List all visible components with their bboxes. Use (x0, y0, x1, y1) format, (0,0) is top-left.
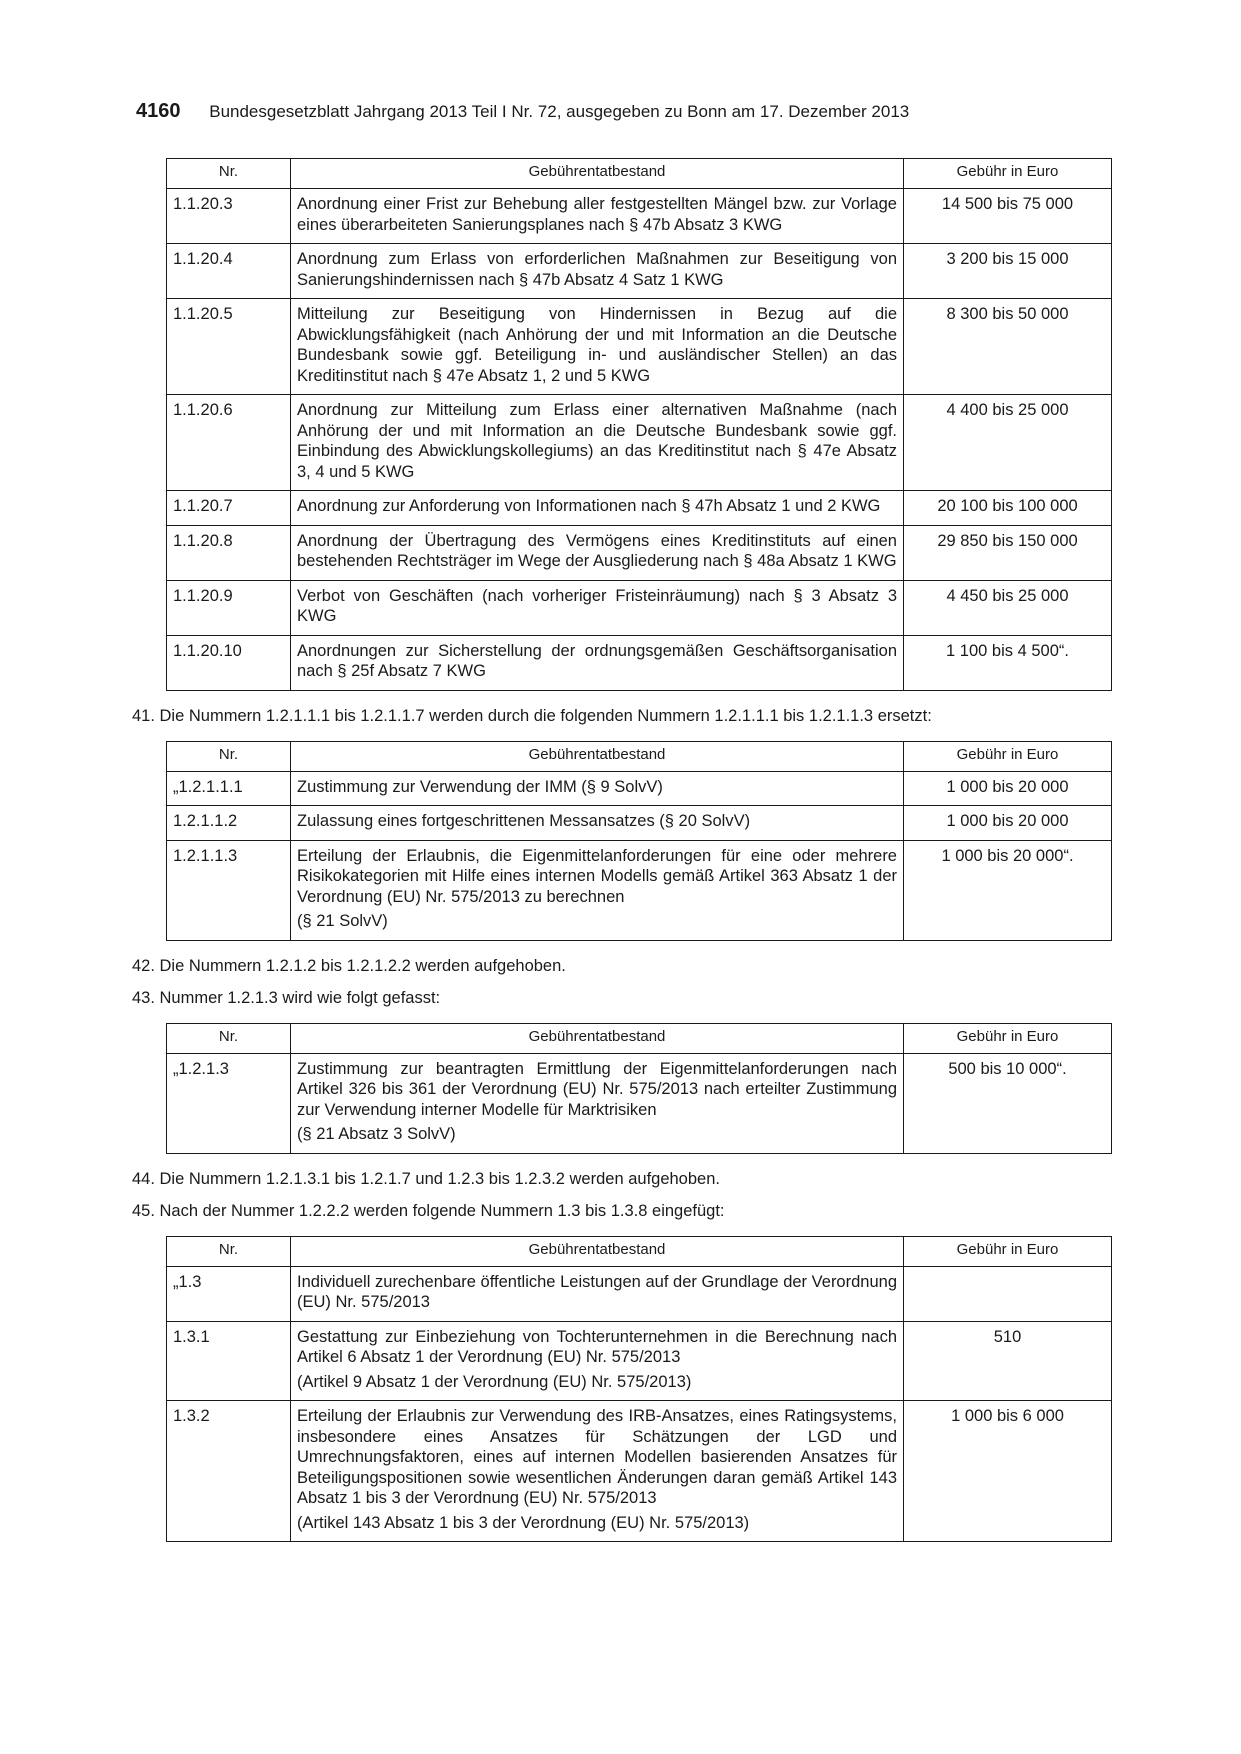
table-row (167, 806, 1112, 841)
fee-number: 1.1.20.5 (167, 299, 291, 395)
fee-number: 1.1.20.3 (167, 189, 291, 244)
page-header (136, 100, 909, 123)
column-header-fee: Gebühr in Euro (904, 741, 1112, 771)
fee-description (291, 1053, 904, 1153)
description-paragraph: Zustimmung zur beantragten Ermittlung der Eigenmittelanforderungen nach Artikel 326 bis 361 der Verordnung (EU) Nr. 575/2013 nach erteilter Zustimmung zur Verwendung interner Modelle für Marktrisiken (297, 1059, 897, 1119)
fee-amount: 14 500 bis 75 000 (904, 189, 1112, 244)
fee-amount: 1 000 bis 20 000“. (904, 840, 1112, 940)
column-header-fee: Gebühr in Euro (904, 1023, 1112, 1053)
fee-description (291, 244, 904, 299)
fee-description (291, 189, 904, 244)
fee-number: 1.1.20.8 (167, 525, 291, 580)
fee-description (291, 806, 904, 841)
table-header-row (167, 1023, 1112, 1053)
description-paragraph: Anordnung zur Mitteilung zum Erlass einer alternativen Maßnahme (nach Anhörung der und mit Information an die Deutsche Bundesbank sowie ggf. Einbindung des Abwicklungskollegiums) an das Kreditinstitut nach § 47e Absatz 3, 4 und 5 KWG (297, 401, 897, 481)
page-number: 4160 (136, 100, 181, 122)
fee-amount: 1 000 bis 20 000 (904, 806, 1112, 841)
fee-number: 1.1.20.6 (167, 395, 291, 491)
fee-table-4 (166, 1236, 1112, 1543)
description-paragraph: Erteilung der Erlaubnis zur Verwendung des IRB-Ansatzes, eines Ratingsystems, insbesondere eines Ansatzes für Schätzungen der LGD und Umrechnungsfaktoren, eines auf internen Modellen basierenden Ansatzes für Beteiligungspositionen sowie wesentlichen Änderungen daran gemäß Artikel 143 Absatz 1 bis 3 der Verordnung (EU) Nr. 575/2013 (297, 1407, 897, 1507)
description-paragraph: Zustimmung zur Verwendung der IMM (§ 9 SolvV) (297, 777, 663, 796)
fee-description (291, 299, 904, 395)
table-row (167, 491, 1112, 526)
column-header-description: Gebührentatbestand (291, 741, 904, 771)
fee-number: 1.1.20.4 (167, 244, 291, 299)
table-row (167, 580, 1112, 635)
fee-description (291, 580, 904, 635)
fee-description (291, 1321, 904, 1401)
table-row (167, 244, 1112, 299)
column-header-description: Gebührentatbestand (291, 1236, 904, 1266)
fee-number: 1.1.20.9 (167, 580, 291, 635)
description-paragraph: Zulassung eines fortgeschrittenen Messansatzes (§ 20 SolvV) (297, 812, 751, 830)
amendment-41: 41. Die Nummern 1.2.1.1.1 bis 1.2.1.1.7 werden durch die folgenden Nummern 1.2.1.1.1 bis 1.2.1.1.3 ersetzt: (132, 706, 932, 725)
column-header-description: Gebührentatbestand (291, 159, 904, 189)
fee-amount: 8 300 bis 50 000 (904, 299, 1112, 395)
fee-amount: 510 (904, 1321, 1112, 1401)
fee-description (291, 771, 904, 806)
page-content (132, 158, 1112, 1542)
fee-number: „1.2.1.1.1 (167, 771, 291, 806)
column-header-nr: Nr. (167, 741, 291, 771)
fee-number: 1.1.20.7 (167, 491, 291, 526)
description-paragraph: Anordnung einer Frist zur Behebung aller festgestellten Mängel bzw. zur Vorlage eines überarbeiteten Sanierungsplanes nach § 47b Absatz 3 KWG (297, 195, 897, 234)
fee-amount: 20 100 bis 100 000 (904, 491, 1112, 526)
fee-amount: 500 bis 10 000“. (904, 1053, 1112, 1153)
amendment-43: 43. Nummer 1.2.1.3 wird wie folgt gefasst: (132, 988, 441, 1007)
fee-description (291, 395, 904, 491)
description-paragraph: Anordnung zur Anforderung von Informationen nach § 47h Absatz 1 und 2 KWG (297, 497, 881, 515)
column-header-description: Gebührentatbestand (291, 1023, 904, 1053)
fee-number: 1.2.1.1.3 (167, 840, 291, 940)
table-row (167, 1401, 1112, 1542)
description-paragraph: Gestattung zur Einbeziehung von Tochterunternehmen in die Berechnung nach Artikel 6 Absatz 1 der Verordnung (EU) Nr. 575/2013 (297, 1327, 897, 1366)
table-row (167, 840, 1112, 940)
column-header-nr: Nr. (167, 159, 291, 189)
fee-description (291, 491, 904, 526)
fee-number: „1.2.1.3 (167, 1053, 291, 1153)
fee-number: 1.2.1.1.2 (167, 806, 291, 841)
fee-number: „1.3 (167, 1266, 291, 1321)
column-header-fee: Gebühr in Euro (904, 159, 1112, 189)
fee-description (291, 525, 904, 580)
description-paragraph: Anordnungen zur Sicherstellung der ordnungsgemäßen Geschäftsorganisation nach § 25f Absatz 7 KWG (297, 641, 897, 680)
fee-table-2 (166, 741, 1112, 941)
description-paragraph: Anordnung zum Erlass von erforderlichen Maßnahmen zur Beseitigung von Sanierungshindernissen nach § 47b Absatz 4 Satz 1 KWG (297, 250, 897, 289)
fee-amount: 3 200 bis 15 000 (904, 244, 1112, 299)
table-row (167, 1266, 1112, 1321)
fee-description (291, 635, 904, 690)
fee-number: 1.1.20.10 (167, 635, 291, 690)
fee-amount: 4 450 bis 25 000 (904, 580, 1112, 635)
description-paragraph: Mitteilung zur Beseitigung von Hindernissen in Bezug auf die Abwicklungsfähigkeit (nach Anhörung der und mit Information an die Deutsche Bundesbank sowie ggf. Beteiligung in- und ausländischer Stellen) an das Kreditinstitut nach § 47e Absatz 1, 2 und 5 KWG (297, 305, 897, 385)
description-paragraph: Erteilung der Erlaubnis, die Eigenmittelanforderungen für eine oder mehrere Risikokategorien mit Hilfe eines internen Modells gemäß Artikel 363 Absatz 1 der Verordnung (EU) Nr. 575/2013 zu berechnen (297, 846, 897, 906)
fee-amount: 1 000 bis 20 000 (904, 771, 1112, 806)
column-header-nr: Nr. (167, 1023, 291, 1053)
fee-number: 1.3.2 (167, 1401, 291, 1542)
column-header-fee: Gebühr in Euro (904, 1236, 1112, 1266)
gazette-title: Bundesgesetzblatt Jahrgang 2013 Teil I Nr. 72, ausgegeben zu Bonn am 17. Dezember 2013 (209, 102, 910, 121)
fee-amount (904, 1266, 1112, 1321)
table-row (167, 1053, 1112, 1153)
fee-amount: 29 850 bis 150 000 (904, 525, 1112, 580)
fee-description (291, 1266, 904, 1321)
description-paragraph: Anordnung der Übertragung des Vermögens eines Kreditinstituts auf einen bestehenden Rechtsträger im Wege der Ausgliederung nach § 48a Absatz 1 KWG (297, 531, 897, 570)
description-paragraph: (Artikel 143 Absatz 1 bis 3 der Verordnung (EU) Nr. 575/2013) (297, 1513, 750, 1532)
table-row (167, 771, 1112, 806)
fee-amount: 1 100 bis 4 500“. (904, 635, 1112, 690)
amendment-45: 45. Nach der Nummer 1.2.2.2 werden folgende Nummern 1.3 bis 1.3.8 eingefügt: (132, 1201, 725, 1220)
fee-description (291, 840, 904, 940)
table-header-row (167, 1236, 1112, 1266)
table-row (167, 189, 1112, 244)
fee-table-3 (166, 1023, 1112, 1154)
table-header-row (167, 741, 1112, 771)
amendment-44: 44. Die Nummern 1.2.1.3.1 bis 1.2.1.7 und 1.2.3 bis 1.2.3.2 werden aufgehoben. (132, 1169, 720, 1188)
fee-table-1 (166, 158, 1112, 691)
table-row (167, 395, 1112, 491)
description-paragraph: (Artikel 9 Absatz 1 der Verordnung (EU) Nr. 575/2013) (297, 1372, 692, 1391)
description-paragraph: Verbot von Geschäften (nach vorheriger Fristeinräumung) nach § 3 Absatz 3 KWG (297, 586, 897, 625)
table-row (167, 525, 1112, 580)
fee-amount: 1 000 bis 6 000 (904, 1401, 1112, 1542)
fee-number: 1.3.1 (167, 1321, 291, 1401)
table-header-row (167, 159, 1112, 189)
description-paragraph: Individuell zurechenbare öffentliche Leistungen auf der Grundlage der Verordnung (EU) Nr. 575/2013 (297, 1272, 897, 1311)
description-paragraph: (§ 21 Absatz 3 SolvV) (297, 1125, 456, 1143)
table-row (167, 299, 1112, 395)
table-row (167, 635, 1112, 690)
fee-description (291, 1401, 904, 1542)
amendment-42: 42. Die Nummern 1.2.1.2 bis 1.2.1.2.2 werden aufgehoben. (132, 956, 566, 975)
fee-amount: 4 400 bis 25 000 (904, 395, 1112, 491)
description-paragraph: (§ 21 SolvV) (297, 912, 388, 930)
table-row (167, 1321, 1112, 1401)
column-header-nr: Nr. (167, 1236, 291, 1266)
